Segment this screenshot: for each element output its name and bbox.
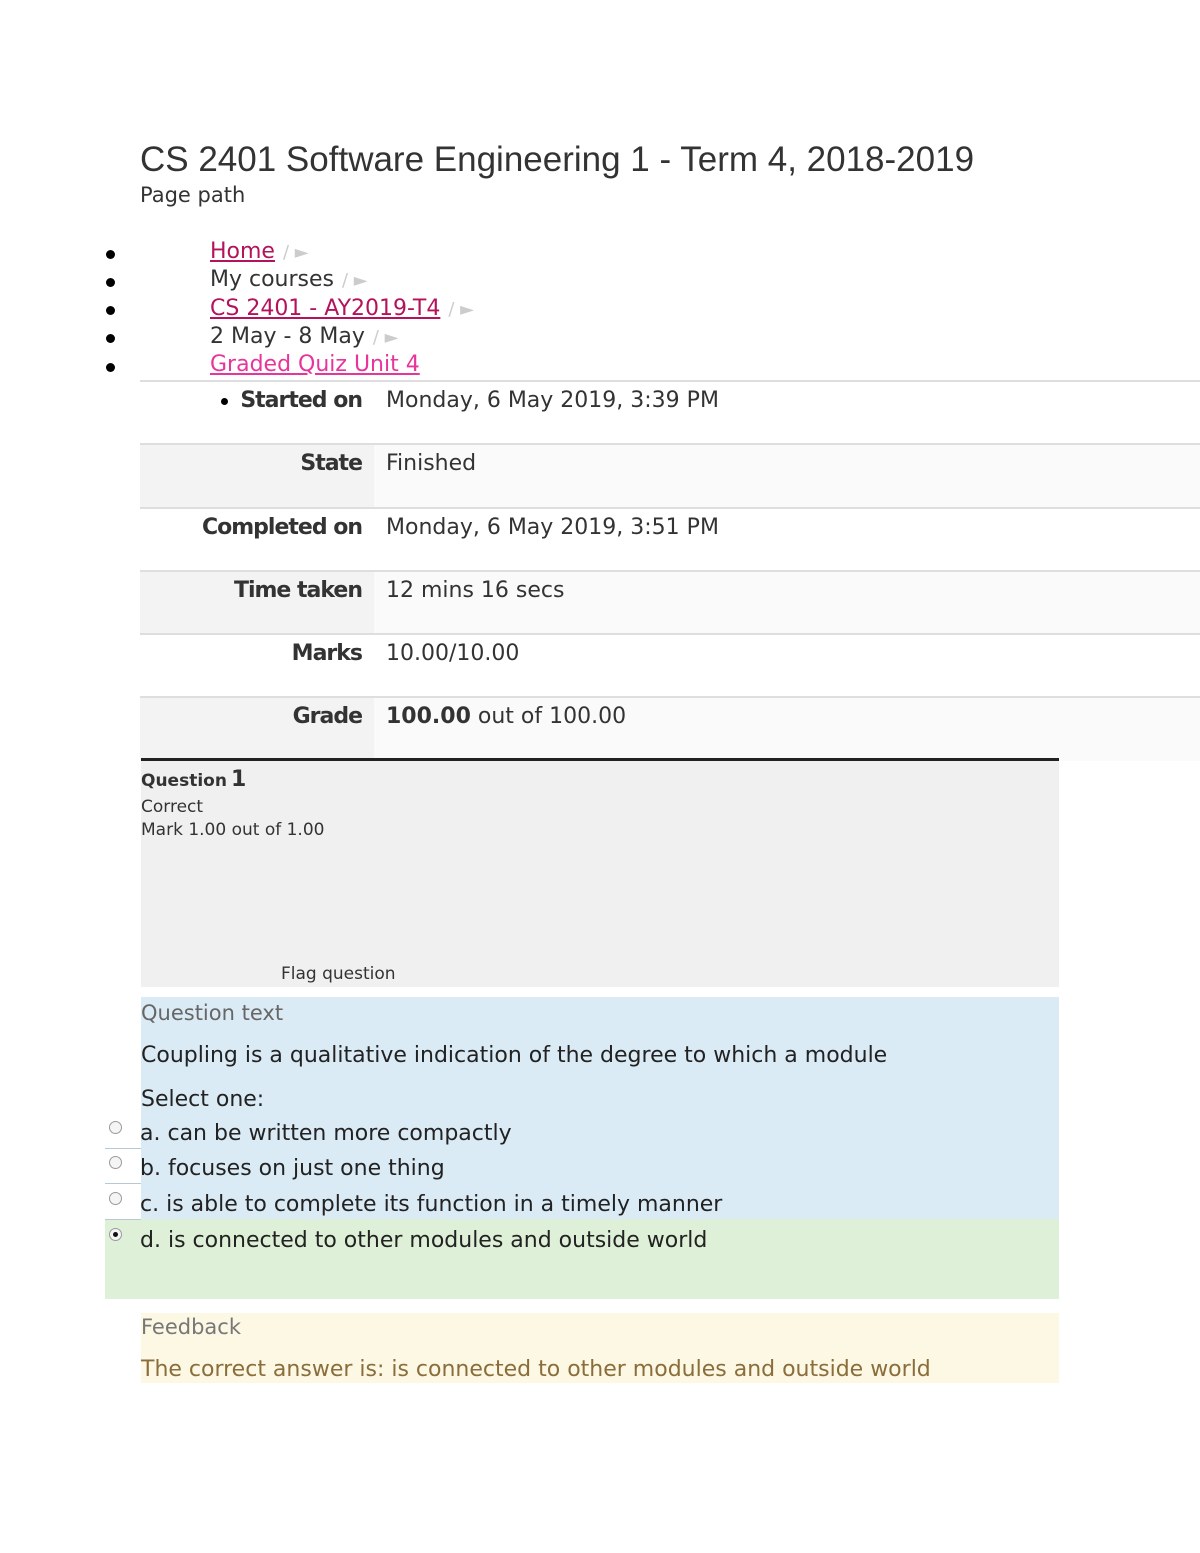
breadcrumb-separator: / ► bbox=[282, 242, 309, 263]
answer-option-text: d. is connected to other modules and outside world bbox=[140, 1228, 708, 1253]
breadcrumb-item-quiz bbox=[210, 352, 420, 377]
option-divider bbox=[105, 1148, 141, 1149]
time-taken-label: Time taken bbox=[233, 578, 362, 603]
course-link[interactable]: CS 2401 - AY2019-T4 bbox=[210, 296, 441, 321]
grade-value bbox=[386, 704, 626, 729]
summary-row-grade bbox=[140, 696, 1200, 761]
summary-row-completed-on bbox=[140, 507, 1200, 572]
question-mark: Mark 1.00 out of 1.00 bbox=[141, 820, 325, 840]
question-label: Question bbox=[141, 771, 227, 791]
started-on-value: Monday, 6 May 2019, 3:39 PM bbox=[386, 388, 719, 413]
breadcrumb-item-course bbox=[210, 296, 474, 321]
question-number bbox=[141, 767, 246, 792]
bullet-icon bbox=[106, 334, 115, 343]
breadcrumb-item-week bbox=[210, 324, 399, 349]
question-text-heading: Question text bbox=[141, 1001, 284, 1025]
answer-option-text: c. is able to complete its function in a timely manner bbox=[140, 1192, 723, 1217]
question-content bbox=[141, 997, 1059, 1219]
summary-row-state bbox=[140, 443, 1200, 508]
question-state: Correct bbox=[141, 797, 204, 817]
breadcrumb-separator: / ► bbox=[372, 327, 399, 348]
completed-on-value: Monday, 6 May 2019, 3:51 PM bbox=[386, 515, 719, 540]
state-value: Finished bbox=[386, 451, 477, 476]
quiz-link[interactable]: Graded Quiz Unit 4 bbox=[210, 352, 420, 377]
question-number-value: 1 bbox=[230, 767, 247, 792]
flag-question-link[interactable]: Flag question bbox=[281, 964, 396, 984]
state-label: State bbox=[300, 451, 362, 476]
radio-unselected-icon[interactable] bbox=[109, 1156, 122, 1169]
option-divider bbox=[105, 1219, 141, 1220]
feedback-heading: Feedback bbox=[141, 1315, 242, 1339]
breadcrumb-item-home bbox=[210, 239, 309, 264]
bullet-icon bbox=[106, 250, 115, 259]
radio-selected-icon[interactable] bbox=[109, 1228, 122, 1241]
select-one-label: Select one: bbox=[141, 1087, 265, 1112]
option-divider bbox=[105, 1183, 141, 1184]
my-courses-label: My courses bbox=[210, 267, 334, 292]
marks-value: 10.00/10.00 bbox=[386, 641, 520, 666]
week-label: 2 May - 8 May bbox=[210, 324, 365, 349]
summary-row-marks bbox=[140, 633, 1200, 698]
radio-unselected-icon[interactable] bbox=[109, 1121, 122, 1134]
answer-option-text: a. can be written more compactly bbox=[140, 1121, 512, 1146]
breadcrumb-item-my-courses bbox=[210, 267, 368, 292]
feedback-text: The correct answer is: is connected to other modules and outside world bbox=[141, 1357, 931, 1382]
grade-out-of: out of 100.00 bbox=[477, 704, 627, 729]
home-link[interactable]: Home bbox=[210, 239, 275, 264]
summary-row-time-taken bbox=[140, 570, 1200, 635]
time-taken-value: 12 mins 16 secs bbox=[386, 578, 565, 603]
question-prompt: Coupling is a qualitative indication of the degree to which a module bbox=[141, 1043, 888, 1068]
breadcrumb-separator: / ► bbox=[448, 299, 474, 320]
grade-label: Grade bbox=[292, 704, 362, 729]
grade-score: 100.00 bbox=[386, 704, 471, 729]
bullet-icon bbox=[106, 278, 115, 287]
summary-row-started-on bbox=[140, 380, 1200, 445]
completed-on-label: Completed on bbox=[201, 515, 362, 540]
question-info-panel bbox=[141, 758, 1059, 987]
course-title: CS 2401 Software Engineering 1 - Term 4, 2018-2019 bbox=[140, 140, 975, 179]
bullet-icon bbox=[106, 306, 115, 315]
page-path-label: Page path bbox=[140, 183, 246, 207]
started-on-label: Started on bbox=[240, 388, 362, 413]
breadcrumb-separator: / ► bbox=[342, 270, 368, 291]
feedback-panel bbox=[141, 1313, 1059, 1383]
bullet-icon bbox=[106, 363, 115, 372]
marks-label: Marks bbox=[291, 641, 362, 666]
radio-unselected-icon[interactable] bbox=[109, 1192, 122, 1205]
answer-option-text: b. focuses on just one thing bbox=[140, 1156, 445, 1181]
